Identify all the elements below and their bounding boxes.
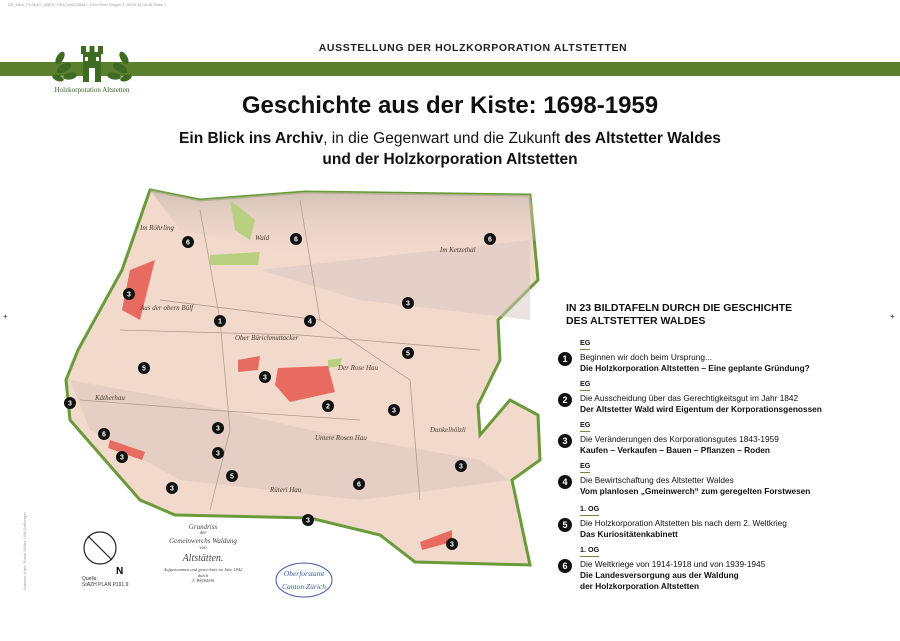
item-heading: Der Altstetter Wald wird Eigentum der Korporationsgenossen <box>580 404 822 414</box>
map-marker <box>214 315 226 327</box>
source-label: Quelle: <box>82 576 98 582</box>
map-marker <box>166 482 178 494</box>
list-item <box>558 503 898 540</box>
svg-text:3: 3 <box>450 541 454 549</box>
page-title: Geschichte aus der Kiste: 1698-1959 <box>241 92 659 119</box>
item-description: Die Ausscheidung über das Gerechtigkeitsgut im Jahr 1842 <box>580 393 799 403</box>
exhibition-label: AUSSTELLUNG DER HOLZKORPORATION ALTSTETTEN <box>318 42 628 54</box>
svg-text:3: 3 <box>216 450 220 458</box>
map-marker <box>304 315 316 327</box>
page-subtitle <box>120 128 780 170</box>
subtitle-bold-1: Ein Blick ins Archiv <box>179 130 324 147</box>
compass-icon <box>78 526 126 578</box>
subtitle-text-2: , in die Gegenwart und die Zukunft <box>323 130 565 147</box>
item-heading: Die Holzkorporation Altstetten – Eine geplante Gründung? <box>580 363 810 373</box>
floor-label: EG <box>580 460 590 473</box>
source-reference: StAZH PLAN P191.9 <box>82 582 129 588</box>
stamp-line: Oberforstamt <box>283 569 325 578</box>
item-heading: Die Landesversorgung aus der Waldung <box>580 570 739 580</box>
map-marker <box>302 514 314 526</box>
map-label: Wald <box>255 234 270 242</box>
svg-text:3: 3 <box>459 463 463 471</box>
svg-text:6: 6 <box>357 481 361 489</box>
registration-mark-icon: + <box>890 312 895 321</box>
item-description: Die Holzkorporation Altstetten bis nach dem 2. Weltkrieg <box>580 518 787 528</box>
map-label: Untere Rosen Hau <box>315 434 367 442</box>
plan-caption-line: von <box>199 546 207 551</box>
side-note: Autoren: Kant, Ruedi Müller, Willi Sollberger <box>22 512 27 590</box>
stamp-line: Canton Zürich <box>282 582 326 591</box>
svg-text:5: 5 <box>142 365 146 373</box>
map-marker <box>138 362 150 374</box>
svg-text:5: 5 <box>406 350 410 358</box>
map-label: Im Ketzethal <box>440 246 476 254</box>
svg-text:3: 3 <box>120 454 124 462</box>
map-marker <box>212 422 224 434</box>
map-marker <box>455 460 467 472</box>
svg-text:3: 3 <box>127 291 131 299</box>
subtitle-bold-3: des Altstetter Waldes <box>564 130 721 147</box>
map-marker <box>116 451 128 463</box>
item-heading: der Holzkorporation Altstetten <box>580 581 700 591</box>
svg-text:3: 3 <box>68 400 72 408</box>
map-label: Der Rose Hau <box>338 364 379 372</box>
map-label: Dunkelhölzli <box>430 426 466 434</box>
list-item <box>558 337 898 374</box>
plan-caption-line: durch <box>197 573 209 578</box>
item-heading: Das Kuriositätenkabinett <box>580 529 678 539</box>
item-number-badge: 1 <box>558 352 572 366</box>
map-marker <box>290 233 302 245</box>
svg-text:6: 6 <box>102 431 106 439</box>
map-label: Im Röhrling <box>140 224 175 232</box>
map-marker <box>402 297 414 309</box>
logo-caption: Holzkorporation Altstetten <box>54 86 130 94</box>
map-label: Ober Bürichmuttacker <box>235 334 299 342</box>
map-marker <box>388 404 400 416</box>
plan-caption-line: J. Wettstein <box>191 579 215 584</box>
plan-caption <box>148 523 258 591</box>
map-marker <box>226 470 238 482</box>
source-note <box>82 576 128 588</box>
map-label: Rüteri Hau <box>270 486 302 494</box>
map-label: Aus der obern Bülf <box>140 304 194 312</box>
plan-caption-line: der <box>199 531 207 536</box>
plan-caption-line: Altstätten. <box>182 553 224 564</box>
floor-label: 1. OG <box>580 503 599 516</box>
plan-caption-line: Grundriss <box>188 523 218 531</box>
svg-text:3: 3 <box>170 485 174 493</box>
list-item <box>558 378 898 415</box>
list-item <box>558 460 898 497</box>
item-heading: Kaufen – Verkaufen – Bauen – Pflanzen – Roden <box>580 445 770 455</box>
svg-text:3: 3 <box>392 407 396 415</box>
map-marker <box>322 400 334 412</box>
map-marker <box>98 428 110 440</box>
list-item <box>558 419 898 456</box>
item-number-badge: 2 <box>558 393 572 407</box>
item-description: Beginnen wir doch beim Ursprung... <box>580 352 712 362</box>
map-marker <box>182 236 194 248</box>
compass-letter: N <box>116 566 124 577</box>
floor-label: EG <box>580 378 590 391</box>
print-metadata: DE_HKA_PLAKAT_ÜBER_HKA_WALDBAU_100x70cm Doppel 1 10.05.19 08:48 Seite 1 <box>8 2 167 7</box>
map-marker <box>212 447 224 459</box>
svg-text:1: 1 <box>218 318 222 326</box>
plan-caption-line: Gemeinwerchs Waldung <box>169 537 237 545</box>
item-number-badge: 6 <box>558 559 572 573</box>
item-number-badge: 4 <box>558 475 572 489</box>
item-heading: Vom planlosen „Gmeinwerch“ zum geregelten Forstwesen <box>580 486 811 496</box>
svg-text:6: 6 <box>186 239 190 247</box>
plan-caption-line: Aufgenommen und gezeichnet im Jahr 1842 <box>163 567 243 572</box>
svg-text:6: 6 <box>488 236 492 244</box>
section-title-line: IN 23 BILDTAFELN DURCH DIE GESCHICHTE <box>566 302 793 314</box>
section-title-line: DES ALTSTETTER WALDES <box>566 315 706 327</box>
map-marker <box>402 347 414 359</box>
list-item <box>558 544 898 592</box>
map-marker <box>446 538 458 550</box>
floor-label: 1. OG <box>580 544 599 557</box>
official-stamp <box>274 560 334 600</box>
map-marker <box>64 397 76 409</box>
historic-forest-map <box>60 170 580 580</box>
map-marker <box>484 233 496 245</box>
item-description: Die Weltkriege von 1914-1918 und von 1939-1945 <box>580 559 766 569</box>
item-number-badge: 5 <box>558 518 572 532</box>
section-title <box>566 302 886 328</box>
svg-text:3: 3 <box>263 374 267 382</box>
registration-mark-icon: + <box>3 312 8 321</box>
svg-text:6: 6 <box>294 236 298 244</box>
map-marker <box>123 288 135 300</box>
map-label: Kätherhau <box>95 394 125 402</box>
map-marker <box>259 371 271 383</box>
item-description: Die Veränderungen des Korporationsgutes 1843-1959 <box>580 434 779 444</box>
floor-label: EG <box>580 337 590 350</box>
svg-text:5: 5 <box>230 473 234 481</box>
svg-text:3: 3 <box>216 425 220 433</box>
item-number-badge: 3 <box>558 434 572 448</box>
svg-text:4: 4 <box>308 318 312 326</box>
svg-text:2: 2 <box>326 403 330 411</box>
svg-text:3: 3 <box>306 517 310 525</box>
floor-label: EG <box>580 419 590 432</box>
map-marker <box>353 478 365 490</box>
item-description: Die Bewirtschaftung des Altstetter Waldes <box>580 475 734 485</box>
svg-text:3: 3 <box>406 300 410 308</box>
header-banner <box>0 62 900 76</box>
subtitle-bold-line2: und der Holzkorporation Altstetten <box>322 151 578 168</box>
